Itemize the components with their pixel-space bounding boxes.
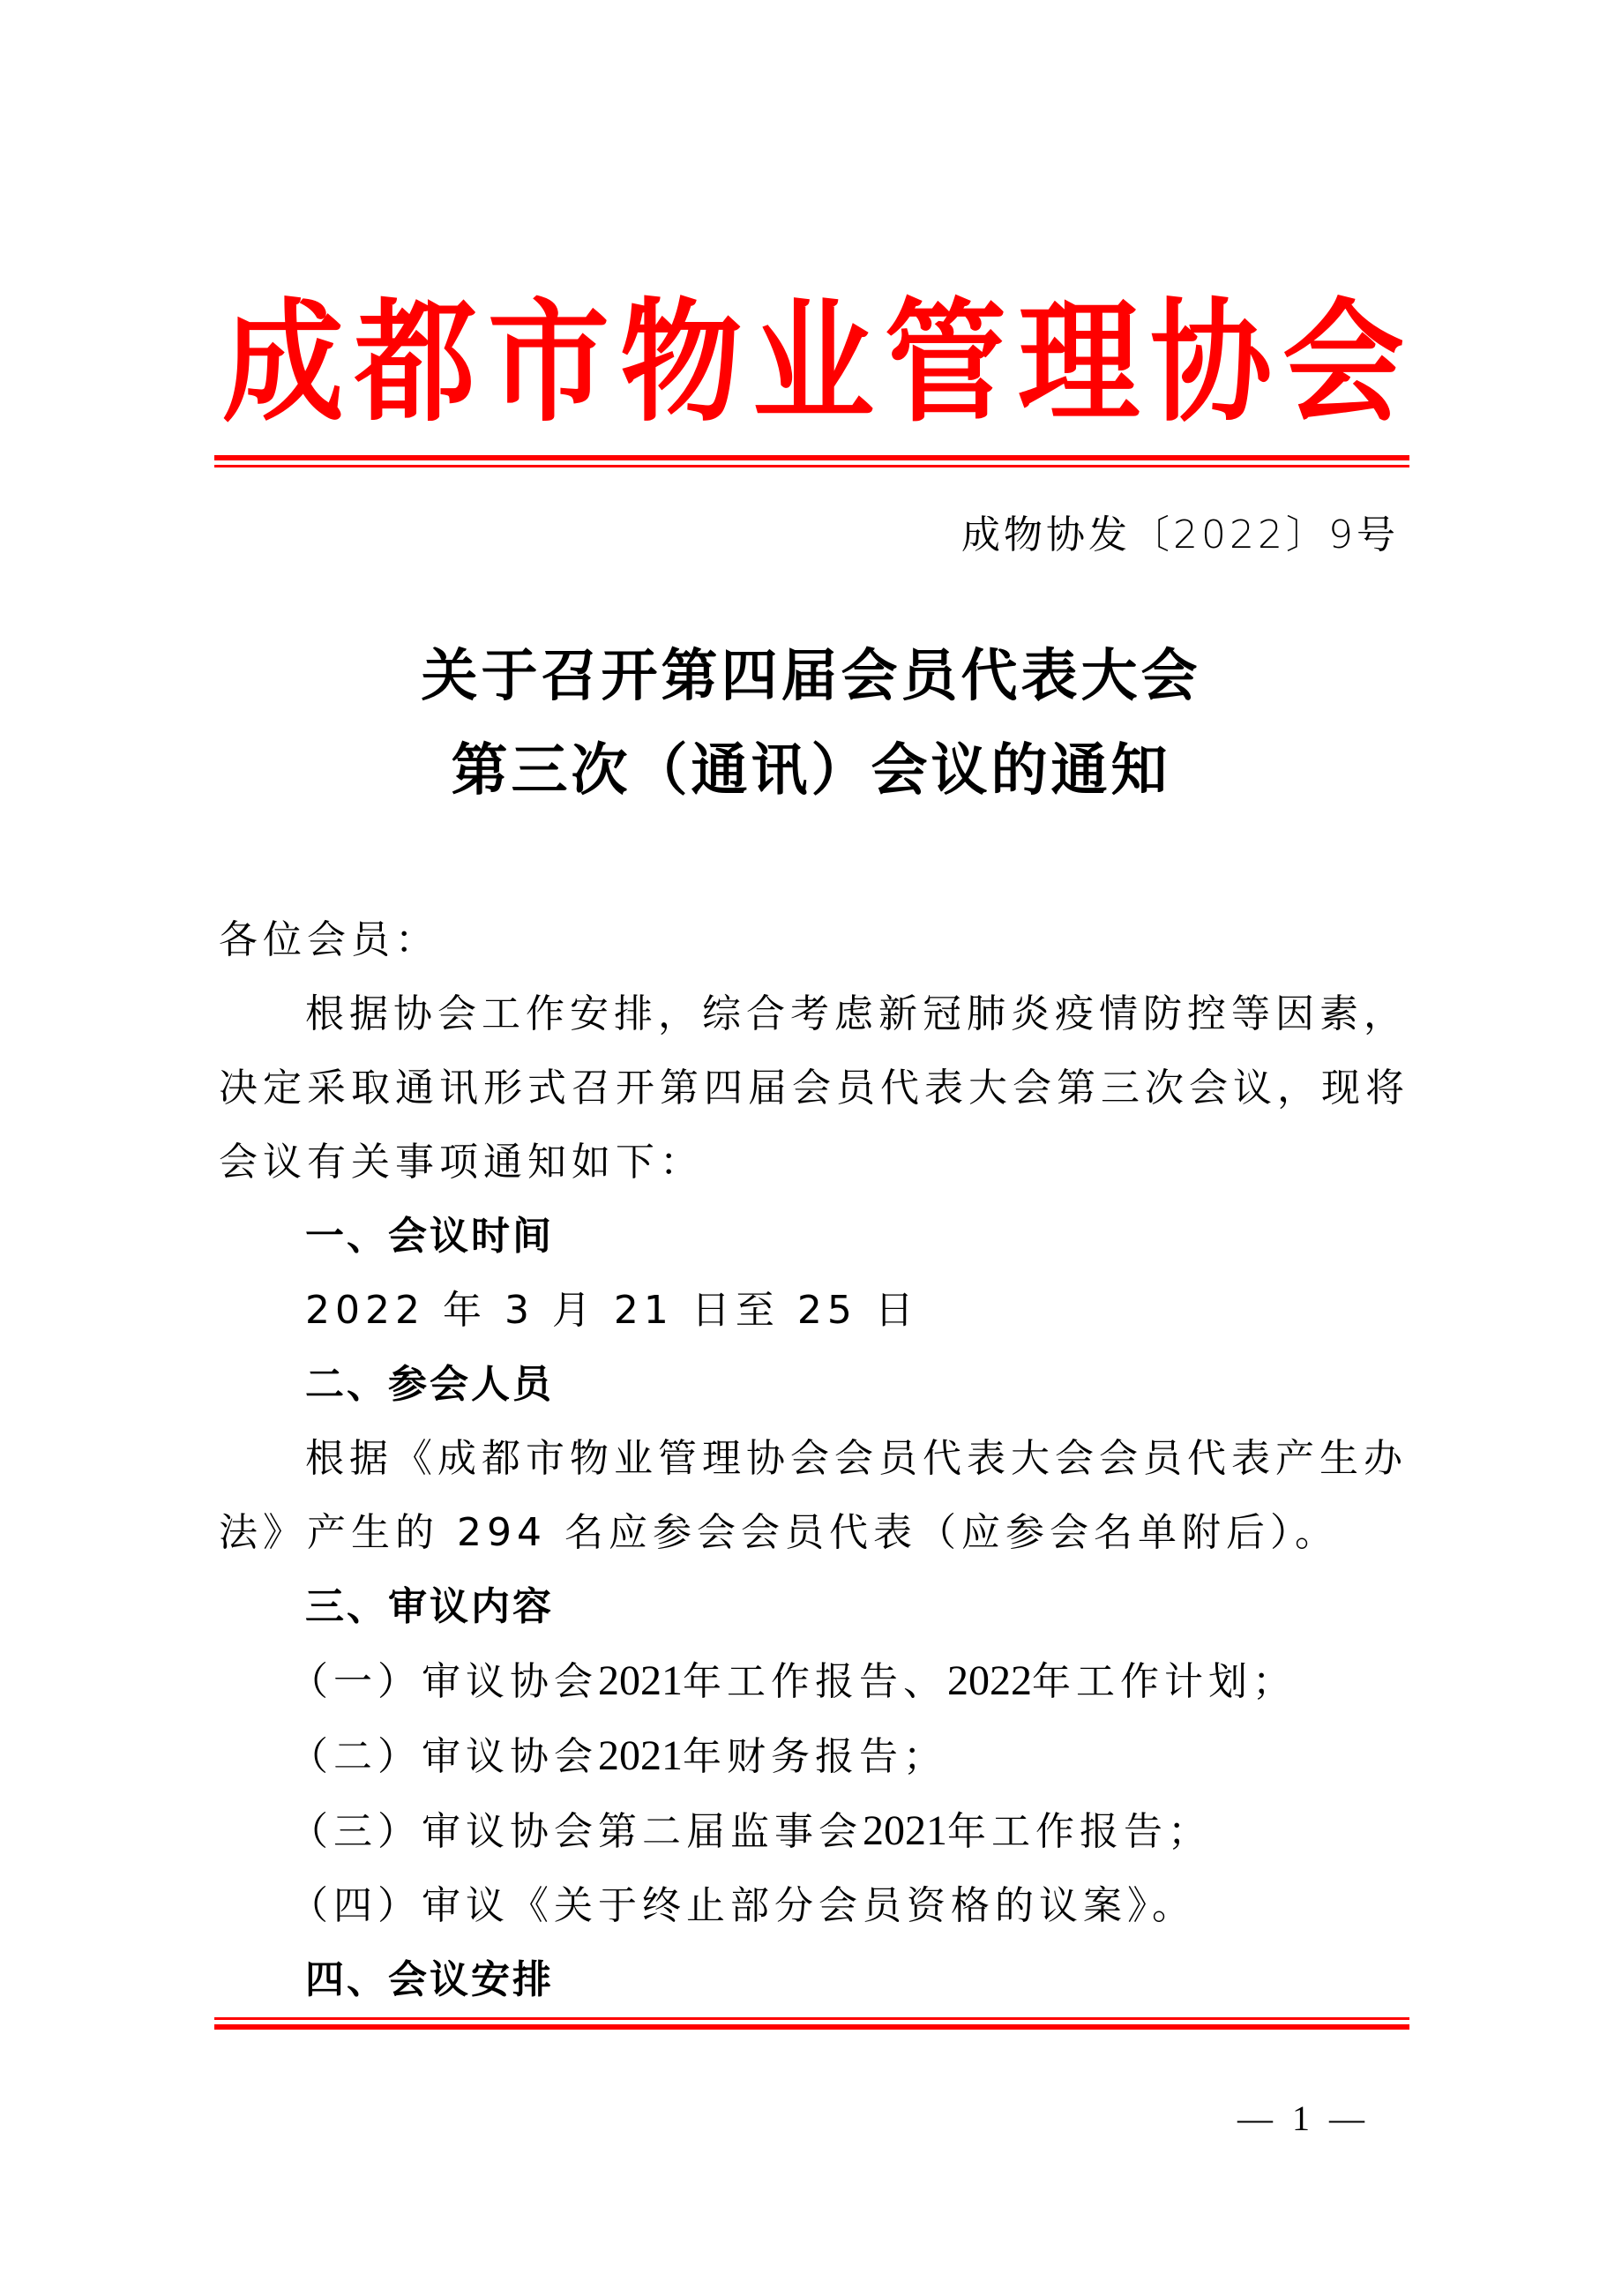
item-year: 2022 [947,1657,1032,1704]
section-heading-meeting-arrangement: 四、会议安排 [305,1957,554,2002]
intro-paragraph-line: 会议有关事项通知如下： [219,1140,704,1185]
masthead-char: 会 [1282,285,1405,440]
document-title-line-2: 第三次（通讯）会议的通知 [451,737,1171,804]
intro-paragraph-line: 决定采取通讯形式召开第四届会员代表大会第三次会议，现将 [219,1066,1409,1111]
masthead-char: 市 [487,285,609,440]
item-text: （二）审议协会 [289,1734,598,1779]
masthead-char: 都 [355,285,477,440]
salutation: 各位会员： [219,917,439,962]
masthead-char: 成 [222,285,345,440]
meeting-date: 2022 年 3 月 21 日至 25 日 [305,1288,919,1333]
review-item-2 [219,1719,1411,1794]
item-text: 年工作报告、 [683,1659,947,1704]
item-year: 2021 [598,1657,683,1704]
item-text: 年财务报告； [683,1734,947,1779]
item-text: （一）审议协会 [289,1659,598,1704]
masthead-char: 物 [619,285,742,440]
intro-paragraph-line: 根据协会工作安排，综合考虑新冠肺炎疫情防控等因素， [305,991,1408,1036]
attendees-line: 根据《成都市物业管理协会会员代表大会会员代表产生办 [305,1436,1408,1481]
item-text: （三）审议协会第二届监事会 [289,1809,863,1854]
footer-divider-thin [214,2017,1409,2020]
masthead-char: 管 [885,285,1007,440]
item-text: 年工作报告； [947,1809,1212,1854]
item-text: 年工作计划； [1032,1659,1297,1704]
item-year: 2021 [598,1732,683,1779]
section-heading-review-content: 三、审议内容 [305,1584,554,1629]
page-number: — 1 — [1237,2098,1370,2138]
section-heading-meeting-time: 一、会议时间 [305,1214,554,1259]
document-title-line-1: 关于召开第四届会员代表大会 [421,643,1201,709]
section-heading-attendees: 二、参会人员 [305,1362,554,1407]
masthead-char: 协 [1149,285,1272,440]
review-item-1 [219,1644,1411,1719]
document-body [219,903,1411,2017]
masthead-char: 理 [1017,285,1140,440]
masthead-title [217,285,1409,440]
masthead-divider-thick [214,455,1409,460]
review-item-4: （四）审议《关于终止部分会员资格的议案》。 [289,1883,1196,1928]
document-number: 成物协发〔2022〕9号 [961,512,1399,557]
attendees-line: 法》产生的 294 名应参会会员代表（应参会名单附后）。 [219,1510,1339,1555]
footer-divider-thick [214,2024,1409,2030]
masthead-char: 业 [752,285,875,440]
item-year: 2021 [863,1807,947,1854]
masthead-divider-thin [214,465,1409,467]
review-item-3 [219,1794,1411,1869]
